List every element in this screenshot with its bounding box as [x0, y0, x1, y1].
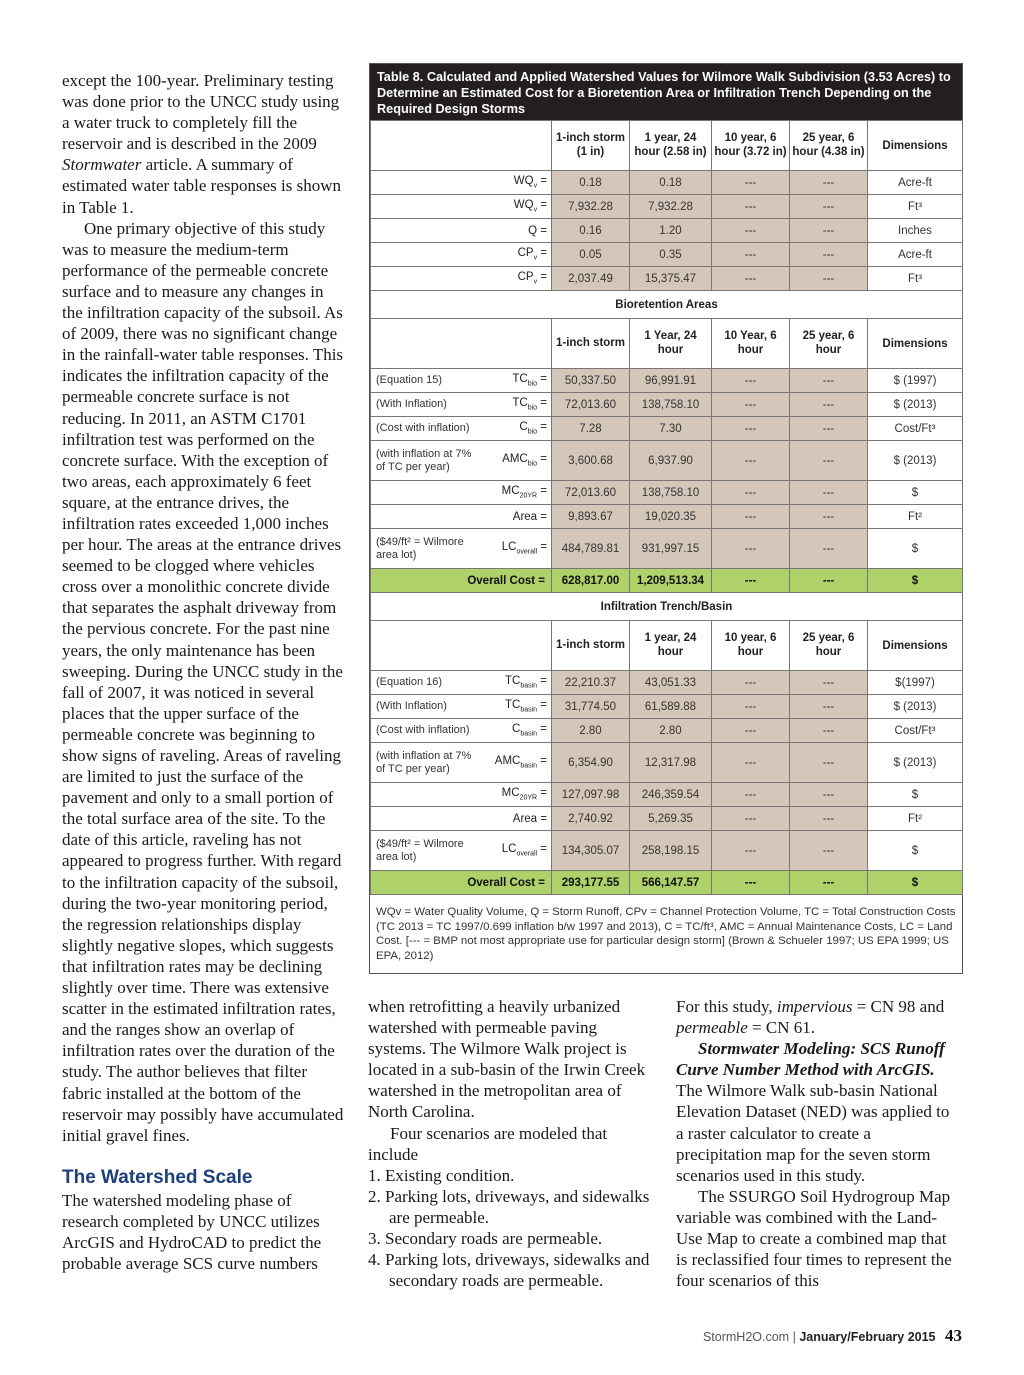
table-cell: 258,198.15: [630, 831, 712, 871]
dimension-cell: Acre-ft: [868, 171, 963, 195]
page-number: 43: [945, 1326, 962, 1345]
paragraph: For this study, impervious = CN 98 and permeable = CN 61.: [676, 997, 945, 1038]
label-symbol: WQ: [513, 199, 534, 212]
table-cell: 138,758.10: [630, 481, 712, 505]
label-subscript: basin: [520, 706, 538, 714]
table-cell: 72,013.60: [552, 393, 630, 417]
label-symbol: AMC: [494, 755, 521, 768]
table-cell: ---: [712, 441, 790, 481]
total-value: ---: [712, 871, 790, 895]
row-label: $CP_v$ =: [484, 267, 552, 291]
table-cell: ---: [712, 195, 790, 219]
dimension-cell: $: [868, 529, 963, 569]
table-cell: 43,051.33: [630, 671, 712, 695]
table-cell: 12,317.98: [630, 743, 712, 783]
blank-cell: [371, 121, 484, 171]
table-row: [371, 417, 963, 441]
table-cell: ---: [790, 441, 868, 481]
column-header: Dimensions: [868, 621, 963, 671]
row-label: $LC_{overall}$ =: [484, 529, 552, 569]
dimension-cell: Ft²: [868, 807, 963, 831]
table-cell: ---: [712, 671, 790, 695]
dimension-cell: $: [868, 831, 963, 871]
table-cell: 484,789.81: [552, 529, 630, 569]
scenario-list: [368, 1165, 653, 1292]
footer-separator: |: [792, 1330, 796, 1344]
blank-cell: [484, 319, 552, 369]
column-header: 25 year, 6 hour: [790, 319, 868, 369]
label-symbol: Q: [528, 224, 538, 237]
label-symbol: CP: [517, 271, 534, 284]
table-cell: ---: [790, 783, 868, 807]
table-cell: ---: [790, 719, 868, 743]
row-note: [371, 481, 484, 505]
total-dimension: $: [868, 569, 963, 593]
row-note: (Cost with inflation): [371, 719, 484, 743]
label-symbol: LC: [501, 541, 517, 554]
label-symbol: MC: [501, 485, 520, 498]
total-value: 628,817.00: [552, 569, 630, 593]
row-label: Q =: [484, 219, 552, 243]
row-label: $AMC_{bio}$ =: [484, 441, 552, 481]
table-cell: ---: [790, 671, 868, 695]
table-cell: 7,932.28: [630, 195, 712, 219]
table-row: [371, 831, 963, 871]
table-row: [371, 671, 963, 695]
column-header: 25 year, 6 hour: [790, 621, 868, 671]
row-note: (With Inflation): [371, 393, 484, 417]
table-cell: ---: [712, 393, 790, 417]
table-cell: ---: [712, 831, 790, 871]
table-cell: 9,893.67: [552, 505, 630, 529]
column-header: 1-inch storm: [552, 319, 630, 369]
table-cell: 931,997.15: [630, 529, 712, 569]
left-text-column: [62, 70, 347, 1274]
dimension-cell: $ (2013): [868, 743, 963, 783]
dimension-cell: $: [868, 481, 963, 505]
section-row: [371, 593, 963, 621]
row-note: ($49/ft² = Wilmore area lot): [371, 831, 484, 871]
table-cell: 1.20: [630, 219, 712, 243]
row-label: $CP_v$ =: [484, 243, 552, 267]
dimension-cell: $ (2013): [868, 695, 963, 719]
row-note: [371, 195, 484, 219]
table-row: [371, 695, 963, 719]
row-label: $WQ_v$ =: [484, 195, 552, 219]
row-label: $MC_{20YR}$ =: [484, 481, 552, 505]
table-row: [371, 393, 963, 417]
table-cell: 246,359.54: [630, 783, 712, 807]
table-cell: ---: [712, 529, 790, 569]
table-cell: 127,097.98: [552, 783, 630, 807]
table-cell: 138,758.10: [630, 393, 712, 417]
total-row: [371, 871, 963, 895]
paragraph: The watershed modeling phase of research completed by UNCC utilizes ArcGIS and HydroCAD to predict the probable average SCS curve numbers: [62, 1190, 322, 1274]
table-cell: ---: [790, 743, 868, 783]
table-cell: ---: [712, 417, 790, 441]
table-cell: 2,740.92: [552, 807, 630, 831]
label-symbol: WQ: [513, 175, 534, 188]
label-subscript: overall: [516, 850, 538, 858]
table-cell: ---: [712, 719, 790, 743]
label-symbol: MC: [501, 787, 520, 800]
row-note: (with inflation at 7% of TC per year): [371, 743, 484, 783]
paragraph: Stormwater Modeling: SCS Runoff Curve Number Method with ArcGIS. The Wilmore Walk sub-basin National Elevation Dataset (NED) was applied to a raster calculator to create a precipitation map for the seven storm scenarios used in this study.: [676, 1039, 950, 1185]
middle-text-column: [368, 996, 653, 1291]
table-cell: 3,600.68: [552, 441, 630, 481]
table-row: [371, 243, 963, 267]
total-value: ---: [712, 569, 790, 593]
row-note: (Equation 15): [371, 369, 484, 393]
column-header: 1-inch storm (1 in): [552, 121, 630, 171]
section-heading: The Watershed Scale: [62, 1166, 253, 1188]
table-cell: 2,037.49: [552, 267, 630, 291]
label-subscript: bio: [527, 404, 538, 412]
section-title: Infiltration Trench/Basin: [371, 593, 963, 621]
table-cell: 2.80: [630, 719, 712, 743]
table-cell: ---: [712, 267, 790, 291]
label-symbol: C: [512, 723, 521, 736]
table-cell: ---: [790, 393, 868, 417]
label-subscript: bio: [527, 380, 538, 388]
table-cell: 96,991.91: [630, 369, 712, 393]
dimension-cell: Cost/Ft³: [868, 719, 963, 743]
table-cell: 0.18: [630, 171, 712, 195]
dimension-cell: Ft³: [868, 267, 963, 291]
table-title: Table 8. Calculated and Applied Watershed Values for Wilmore Walk Subdivision (3.53 Acres) to Determine an Estimated Cost for a Bioretention Area or Infiltration Trench Depending on the Required Design Storms: [370, 64, 962, 120]
table-cell: ---: [790, 505, 868, 529]
label-symbol: TC: [512, 373, 528, 386]
table-cell: ---: [712, 219, 790, 243]
column-header: 10 year, 6 hour: [712, 621, 790, 671]
dimension-cell: Inches: [868, 219, 963, 243]
table-row: [371, 171, 963, 195]
total-label: Overall Cost =: [371, 569, 552, 593]
total-dimension: $: [868, 871, 963, 895]
table-row: [371, 743, 963, 783]
table-row: [371, 719, 963, 743]
table-cell: 7.30: [630, 417, 712, 441]
table-row: [371, 195, 963, 219]
list-item: 1. Existing condition.: [368, 1165, 515, 1185]
row-label: Area =: [484, 807, 552, 831]
column-header: 1 Year, 24 hour: [630, 319, 712, 369]
column-header: 1 year, 24 hour: [630, 621, 712, 671]
total-label: Overall Cost =: [371, 871, 552, 895]
table-cell: ---: [790, 219, 868, 243]
dimension-cell: $ (2013): [868, 393, 963, 417]
row-label: $C_{bio}$ =: [484, 417, 552, 441]
header-row: [371, 621, 963, 671]
blank-cell: [371, 319, 484, 369]
table-notes: WQv = Water Quality Volume, Q = Storm Runoff, CPv = Channel Protection Volume, TC = Total Construction Costs (TC 2013 = TC 1997/0.699 inflation b/w 1997 and 2013), C = TC/ft³, AMC = Annual Maintenance Costs, LC = Land Cost. [--- = BMP not most appropriate use for particular design storm] (Brown & Schueler 1997; US EPA 1999; US EPA, 2012): [376, 906, 956, 962]
column-header: Dimensions: [868, 121, 963, 171]
column-header: 25 year, 6 hour (4.38 in): [790, 121, 868, 171]
label-subscript: bio: [527, 428, 538, 436]
table-row: [371, 369, 963, 393]
table-cell: ---: [790, 807, 868, 831]
row-note: (Equation 16): [371, 671, 484, 695]
table-cell: ---: [712, 695, 790, 719]
table-row: [371, 783, 963, 807]
table-cell: 0.16: [552, 219, 630, 243]
table-row: [371, 481, 963, 505]
table-cell: ---: [790, 831, 868, 871]
blank-cell: [484, 121, 552, 171]
blank-cell: [484, 621, 552, 671]
row-note: [371, 171, 484, 195]
row-label: $TC_{bio}$ =: [484, 393, 552, 417]
table-cell: ---: [790, 481, 868, 505]
list-item: 3. Secondary roads are permeable.: [368, 1229, 603, 1249]
table-cell: ---: [712, 505, 790, 529]
label-subscript: v: [533, 254, 538, 262]
table-row: [371, 505, 963, 529]
table-cell: 2.80: [552, 719, 630, 743]
row-note: [371, 267, 484, 291]
row-label: $LC_{overall}$ =: [484, 831, 552, 871]
section-row: [371, 291, 963, 319]
table-cell: 6,937.90: [630, 441, 712, 481]
row-note: [371, 807, 484, 831]
row-label: $C_{basin}$ =: [484, 719, 552, 743]
column-header: 10 Year, 6 hour: [712, 319, 790, 369]
table-cell: 0.35: [630, 243, 712, 267]
dimension-cell: $ (2013): [868, 441, 963, 481]
table-row: [371, 219, 963, 243]
table-cell: ---: [712, 243, 790, 267]
table-cell: ---: [790, 529, 868, 569]
row-label: $TC_{basin}$ =: [484, 671, 552, 695]
table-cell: 61,589.88: [630, 695, 712, 719]
row-note: [371, 505, 484, 529]
table-cell: ---: [790, 195, 868, 219]
issue-date: January/February 2015: [799, 1330, 936, 1344]
table-cell: 15,375.47: [630, 267, 712, 291]
list-item: 2. Parking lots, driveways, and sidewalks are permeable.: [368, 1186, 650, 1227]
row-note: [371, 219, 484, 243]
row-label: Area =: [484, 505, 552, 529]
blank-cell: [371, 621, 484, 671]
table-cell: 19,020.35: [630, 505, 712, 529]
table-cell: 31,774.50: [552, 695, 630, 719]
table-cell: ---: [790, 417, 868, 441]
row-note: ($49/ft² = Wilmore area lot): [371, 529, 484, 569]
row-label: $TC_{basin}$ =: [484, 695, 552, 719]
right-text-column: [676, 996, 961, 1291]
row-note: (With Inflation): [371, 695, 484, 719]
paragraph: Four scenarios are modeled that include: [368, 1123, 608, 1164]
site-name: StormH2O.com: [702, 1330, 790, 1344]
label-subscript: v: [533, 206, 538, 214]
table-cell: 134,305.07: [552, 831, 630, 871]
table-cell: ---: [712, 783, 790, 807]
table-cell: ---: [790, 267, 868, 291]
dimension-cell: Ft²: [868, 505, 963, 529]
table-cell: ---: [712, 369, 790, 393]
label-symbol: C: [519, 421, 528, 434]
paragraph: One primary objective of this study was to measure the medium-term performance of the permeable concrete surface and to measure any changes in the infiltration capacity of the subsoil. As of 2009, there was no significant change in the rainfall-water table responses. This indicates the infiltration capacity of the permeable concrete surface is not reducing. In 2011, an ASTM C1701 infiltration test was performed on the concrete surface. With the exception of two areas, each approximately 6 feet square, at the entrance drives, the infiltration rates exceeded 1,000 inches per hour. The areas at the entrance drives seemed to be clogged where vehicles cross over a monolithic concrete divide that separates the asphalt driveway from the pervious concrete. For the past nine years, the only maintenance has been sweeping. During the UNCC study in the fall of 2007, it was noticed in several places that the upper surface of the permeable concrete was beginning to show signs of raveling. Areas of raveling are limited to just the surface of the pavement and only to a small portion of the total surface area of the site. To the date of this article, raveling has not appeared to progress further. With regard to the infiltration capacity of the subsoil, during the two-year monitoring period, the regression relationships display slightly negative slopes, which suggests that infiltration rates may be declining slightly over time. There was extensive scatter in the estimated infiltration rates, and the ranges show an overlap of infiltration rates over the duration of the study. The author believes that filter fabric installed at the bottom of the reservoir may possibly have accumulated initial gravel fines.: [62, 218, 344, 1145]
label-subscript: 20YR: [519, 492, 538, 500]
dimension-cell: Ft³: [868, 195, 963, 219]
label-symbol: TC: [505, 699, 521, 712]
paragraph: except the 100-year. Preliminary testing was done prior to the UNCC study using a water truck to completely fill the reservoir and is described in the 2009 Stormwater article. A summary of estimated water table responses is shown in Table 1.: [62, 71, 342, 217]
row-label: $AMC_{basin}$ =: [484, 743, 552, 783]
total-value: 293,177.55: [552, 871, 630, 895]
column-header: 10 year, 6 hour (3.72 in): [712, 121, 790, 171]
label-symbol: Area: [512, 510, 538, 523]
paragraph: The SSURGO Soil Hydrogroup Map variable was combined with the Land-Use Map to create a combined map that is reclassified four times to represent the four scenarios of this: [676, 1186, 952, 1291]
table-row: [371, 529, 963, 569]
total-value: ---: [790, 569, 868, 593]
label-subscript: basin: [520, 730, 538, 738]
table-cell: ---: [790, 171, 868, 195]
table-cell: 5,269.35: [630, 807, 712, 831]
label-symbol: CP: [517, 247, 534, 260]
total-value: ---: [790, 871, 868, 895]
label-subscript: basin: [520, 762, 538, 770]
label-symbol: Area: [512, 812, 538, 825]
dimension-cell: Acre-ft: [868, 243, 963, 267]
column-header: 1-inch storm: [552, 621, 630, 671]
row-note: [371, 783, 484, 807]
table-cell: 72,013.60: [552, 481, 630, 505]
label-symbol: LC: [501, 843, 517, 856]
header-row: [371, 121, 963, 171]
label-symbol: TC: [512, 397, 528, 410]
list-item: 4. Parking lots, driveways, sidewalks and secondary roads are permeable.: [368, 1250, 650, 1291]
label-subscript: bio: [527, 460, 538, 468]
column-header: Dimensions: [868, 319, 963, 369]
page-footer: [703, 1326, 962, 1346]
dimension-cell: Cost/Ft³: [868, 417, 963, 441]
table-grid: [370, 120, 963, 895]
label-subscript: v: [533, 278, 538, 286]
total-value: 1,209,513.34: [630, 569, 712, 593]
table-cell: ---: [790, 695, 868, 719]
row-note: [371, 243, 484, 267]
table-cell: 0.05: [552, 243, 630, 267]
dimension-cell: $(1997): [868, 671, 963, 695]
table-row: [371, 807, 963, 831]
table-cell: 22,210.37: [552, 671, 630, 695]
table-cell: 0.18: [552, 171, 630, 195]
row-note: (Cost with inflation): [371, 417, 484, 441]
table-cell: 50,337.50: [552, 369, 630, 393]
label-symbol: AMC: [502, 453, 528, 466]
label-symbol: TC: [505, 675, 521, 688]
dimension-cell: $: [868, 783, 963, 807]
table-cell: 6,354.90: [552, 743, 630, 783]
table-row: [371, 267, 963, 291]
label-subscript: 20YR: [519, 794, 538, 802]
label-subscript: overall: [516, 548, 538, 556]
table-cell: ---: [712, 481, 790, 505]
dimension-cell: $ (1997): [868, 369, 963, 393]
table-cell: ---: [790, 243, 868, 267]
row-label: $WQ_v$ =: [484, 171, 552, 195]
paragraph: when retrofitting a heavily urbanized watershed with permeable paving systems. The Wilmore Walk project is located in a sub-basin of the Irwin Creek watershed in the metropolitan area of North Carolina.: [368, 997, 646, 1122]
row-label: $MC_{20YR}$ =: [484, 783, 552, 807]
table-cell: ---: [712, 743, 790, 783]
table-cell: 7,932.28: [552, 195, 630, 219]
total-row: [371, 569, 963, 593]
row-note: (with inflation at 7% of TC per year): [371, 441, 484, 481]
total-value: 566,147.57: [630, 871, 712, 895]
row-label: $TC_{bio}$ =: [484, 369, 552, 393]
table-row: [371, 441, 963, 481]
section-title: Bioretention Areas: [371, 291, 963, 319]
table-8: [369, 63, 963, 974]
label-subscript: basin: [520, 682, 538, 690]
table-cell: 7.28: [552, 417, 630, 441]
column-header: 1 year, 24 hour (2.58 in): [630, 121, 712, 171]
label-subscript: v: [533, 182, 538, 190]
table-cell: ---: [790, 369, 868, 393]
header-row: [371, 319, 963, 369]
table-cell: ---: [712, 171, 790, 195]
table-cell: ---: [712, 807, 790, 831]
